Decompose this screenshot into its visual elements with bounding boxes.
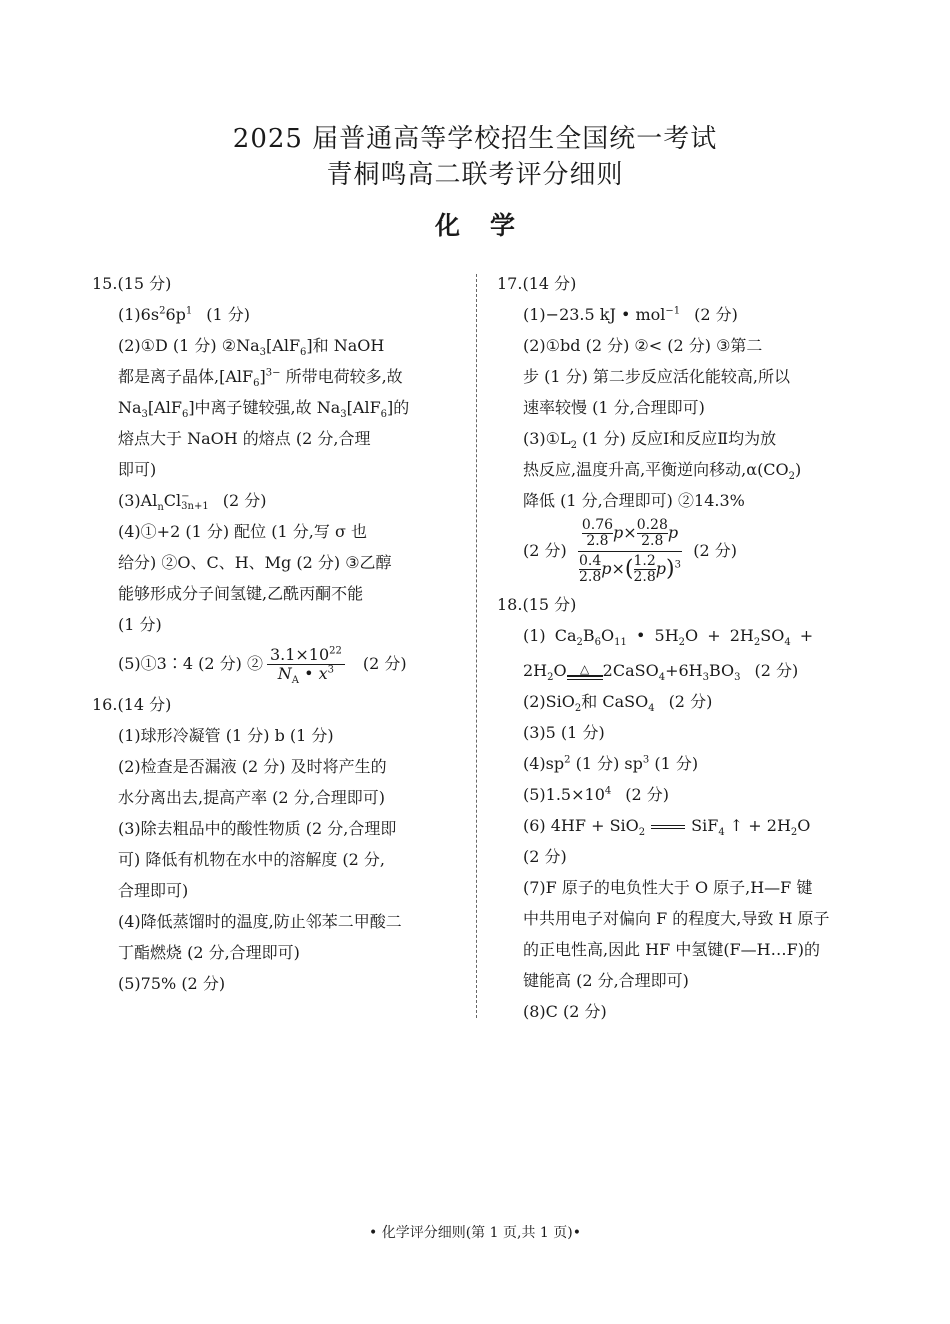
q17-answer-3-line2: 热反应,温度升高,平衡逆向移动$,\alpha(CO_2)$	[523, 460, 802, 483]
q15-answer-4-line4: (1 分)	[118, 615, 162, 634]
q18-answer-7-line2: 中共用电子对偏向 F 的程度大,导致 H 原子	[523, 909, 830, 928]
q16-answer-1: (1)球形冷凝管 (1 分) b (1 分)	[118, 726, 334, 745]
subject-heading: 化学	[434, 211, 545, 240]
q18-answer-7-line4: 键能高 (2 分,合理即可)	[523, 971, 689, 990]
left-column	[92, 268, 460, 999]
q15-answer-2-line3: $Na_3[AlF_6]$中离子键较强,故 $Na_3[AlF_6]$的	[118, 398, 410, 421]
q15-answer-1: $(1)6s^26p^1$ (1 分)	[118, 305, 250, 324]
q15-answer-2-line4: 熔点大于 NaOH 的熔点 (2 分,合理	[118, 429, 371, 448]
q18-answer-7-line3: 的正电性高,因此 HF 中氢键(F—H…F)的	[523, 940, 820, 959]
q17-answer-3-line3: 降低 (1 分,合理即可) ②14.3%	[523, 491, 745, 510]
q16-answer-3-line3: 合理即可)	[118, 881, 189, 900]
q15-answer-2-line5: 即可)	[118, 460, 157, 479]
q15-answer-4-line1: (4)①+2 (1 分) 配位 (1 分,写 σ 也	[118, 522, 367, 541]
q15-heading: 15.(15 分)	[92, 274, 172, 293]
q16-answer-2-line2: 水分离出去,提高产率 (2 分,合理即可)	[118, 788, 386, 807]
q17-answer-2-line1: (2)①bd (2 分) ②< (2 分) ③第二	[523, 336, 763, 355]
q16-answer-2-line1: (2)检查是否漏液 (2 分) 及时将产生的	[118, 757, 387, 776]
q16-answer-3-line1: (3)除去粗品中的酸性物质 (2 分,合理即	[118, 819, 397, 838]
q18-answer-3: (3)5 (1 分)	[523, 723, 605, 742]
density-fraction: $\frac{3.1\times 10^{22}}{N_A • x^3}$	[267, 646, 345, 683]
q17-answer-3-kp: (2 分) $\frac{0.76}{2.8}$ p× $\frac{0.28}{2.8}$ p $\frac{0.4}{2.8}$ p×( $\frac{1.2}{2.8}$ p)$^3$ (2 分)	[523, 517, 737, 585]
exam-subtitle: 青桐鸣高二联考评分细则	[326, 160, 624, 190]
heating-condition: △	[567, 663, 603, 680]
q15-answer-5: (5)①3∶4 (2 分) ② $\frac{3.1\times 10^{22}}{N_A • x^3}$ (2 分)	[118, 645, 407, 687]
equation-equals-bar	[651, 825, 685, 829]
q18-answer-2: (2)SiO$_2$和 CaSO$_4$ (2 分)	[523, 692, 713, 715]
kp-expression: $\frac{0.76}{2.8}$ p× $\frac{0.28}{2.8}$ p $\frac{0.4}{2.8}$ p×( $\frac{1.2}{2.8}$ p)$^3$	[578, 517, 681, 585]
q17-answer-3-line1: $(3)①L_2$ (1 分) 反应Ⅰ和反应Ⅱ均为放	[523, 429, 777, 452]
page-footer: • 化学评分细则(第 1 页,共 1 页)•	[369, 1225, 581, 1241]
q17-answer-2-line2: 步 (1 分) 第二步反应活化能较高,所以	[523, 367, 791, 386]
q18-answer-6-score: (2 分)	[523, 847, 567, 866]
q15-answer-2: (2)①D (1 分) $②Na_3[AlF_6]$和 NaOH	[118, 336, 385, 359]
q15-answer-3: $(3)Al_nCl$ − 3n+1 (2 分)	[118, 490, 267, 514]
q17-answer-1: (1)−23.5 kJ • mol$^{-1}$ (2 分)	[523, 305, 738, 324]
q17-answer-2-line3: 速率较慢 (1 分,合理即可)	[523, 398, 705, 417]
q18-answer-1-line1: (1) $Ca_2B_6O_{11}$ • $5H_2O + 2H_2SO_4$ +	[523, 626, 814, 649]
q16-heading: 16.(14 分)	[92, 695, 172, 714]
q16-answer-4-line1: (4)降低蒸馏时的温度,防止邻苯二甲酸二	[118, 912, 402, 931]
column-divider	[476, 274, 477, 1018]
exam-title: 2025 届普通高等学校招生全国统一考试	[232, 124, 718, 154]
q15-answer-2-line2: 都是离子晶体$,[AlF_6]^{3-}$ 所带电荷较多,故	[118, 367, 403, 390]
q17-heading: 17.(14 分)	[497, 274, 577, 293]
q18-answer-6: (6) 4HF + SiO$_2$ SiF$_4$ ↑ + $2H_2O$	[523, 816, 811, 839]
q16-answer-5: (5)75% (2 分)	[118, 974, 226, 993]
q16-answer-3-line2: 可) 降低有机物在水中的溶解度 (2 分,	[118, 850, 386, 869]
q18-answer-5: $(5)1.5\times 10^4$ (2 分)	[523, 785, 670, 804]
q18-heading: 18.(15 分)	[497, 595, 577, 614]
q18-answer-8: (8)C (2 分)	[523, 1002, 607, 1021]
q15-answer-4-line2: 给分) ②O、C、H、Mg (2 分) ③乙醇	[118, 553, 392, 572]
right-column	[497, 268, 865, 1027]
q18-answer-1-line2: $2H_2O$ △ $2CaSO_4+6H_3BO_3$ (2 分)	[523, 661, 799, 684]
q16-answer-4-line2: 丁酯燃烧 (2 分,合理即可)	[118, 943, 300, 962]
q18-answer-7-line1: (7)F 原子的电负性大于 O 原子,H—F 键	[523, 878, 813, 897]
q15-answer-4-line3: 能够形成分子间氢键,乙酰丙酮不能	[118, 584, 364, 603]
q18-answer-4: $(4)sp^2$ (1 分) $sp^3$ (1 分)	[523, 754, 699, 773]
